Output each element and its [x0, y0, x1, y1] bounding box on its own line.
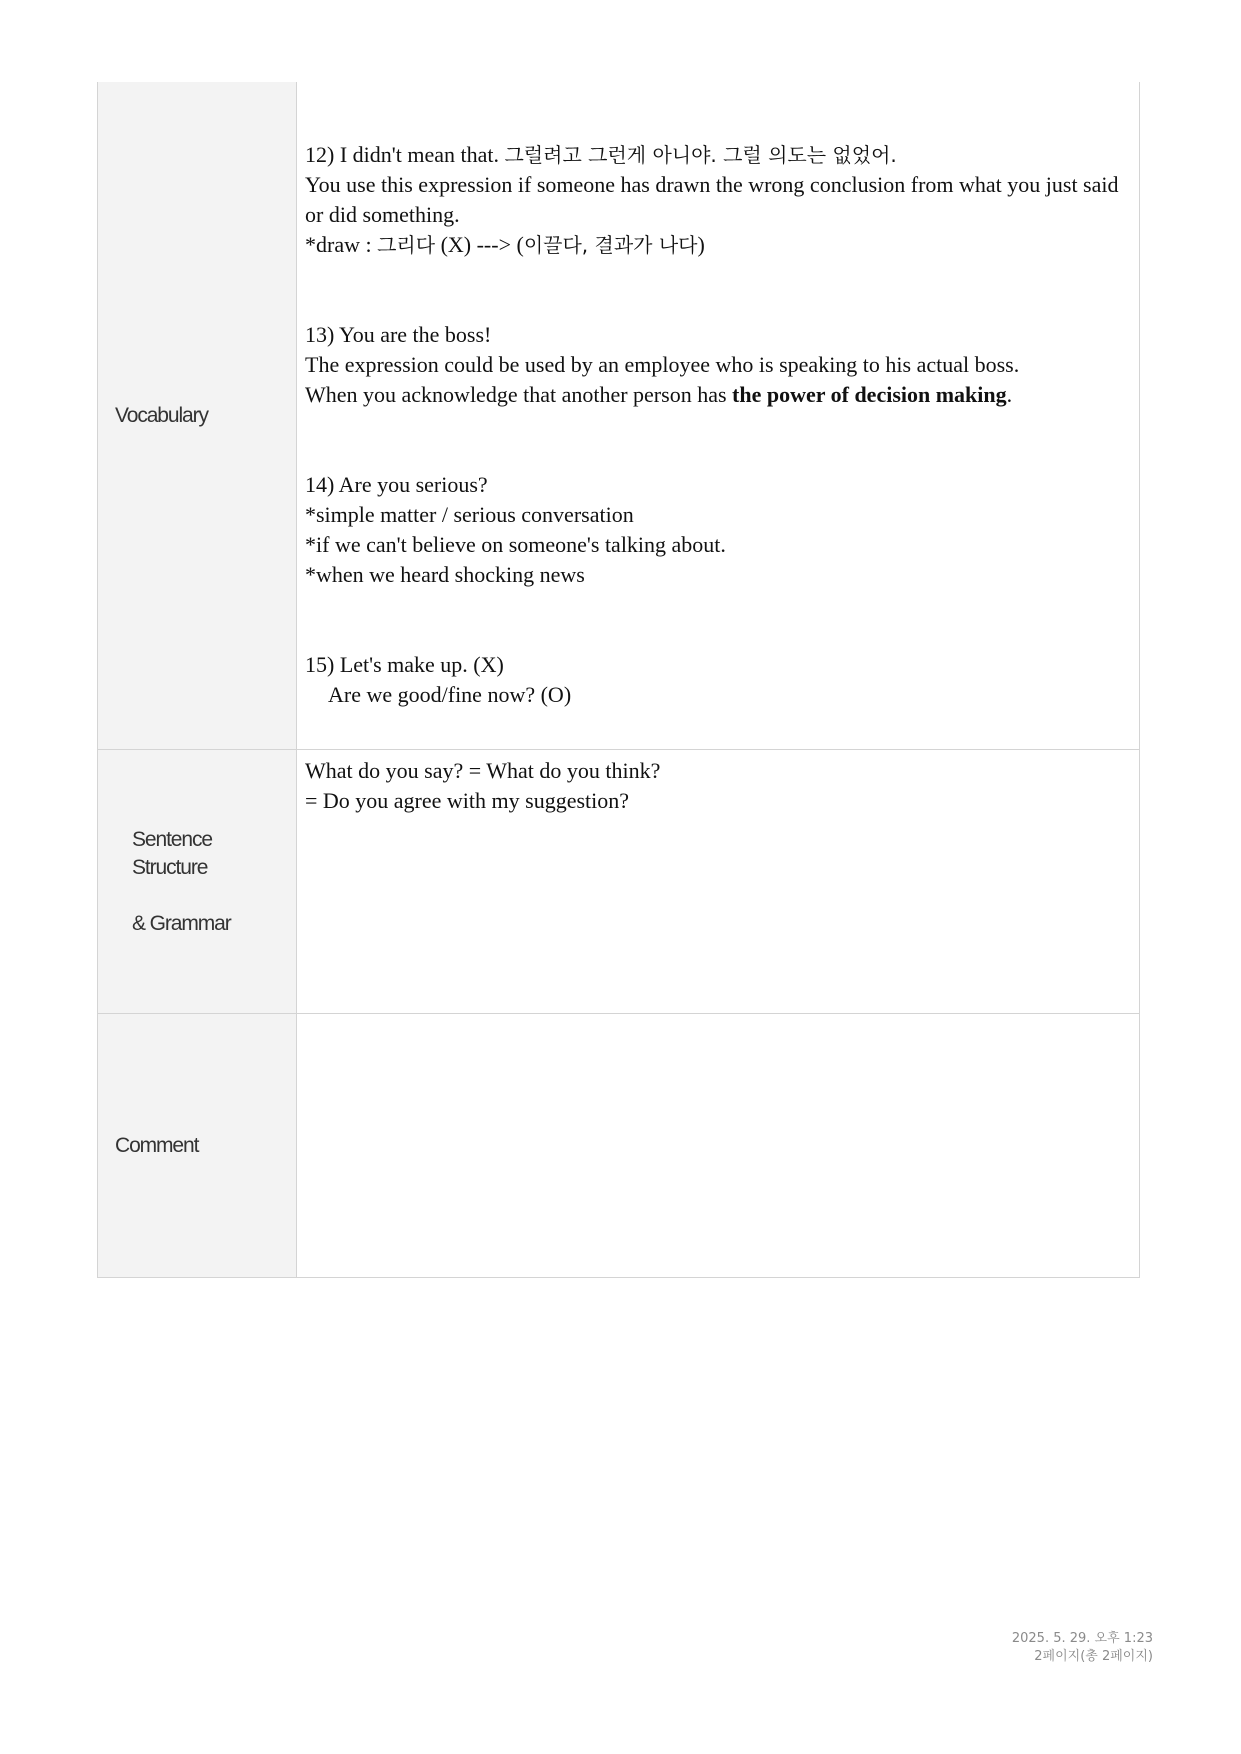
entry-line: *if we can't believe on someone's talking about.: [305, 532, 726, 557]
entry-text-kr: 그리다: [377, 233, 436, 257]
vocab-entry-14: [305, 470, 1127, 590]
comment-content-cell: [297, 1014, 1140, 1278]
entry-text-kr: 이끌다, 결과가 나다: [523, 233, 698, 257]
grammar-label-line: Sentence Structure: [132, 827, 212, 879]
entry-title-en: 12) I didn't mean that.: [305, 142, 505, 167]
vocabulary-label: Vocabulary: [115, 403, 208, 427]
entry-line: *simple matter / serious conversation: [305, 502, 634, 527]
entry-text: When you acknowledge that another person has: [305, 382, 733, 407]
entry-text: .: [1006, 382, 1013, 407]
grammar-label-cell: [98, 750, 297, 1014]
entry-line: The expression could be used by an employee who is speaking to his actual boss.: [305, 352, 1020, 377]
entry-line: *when we heard shocking news: [305, 562, 585, 587]
comment-label-cell: [98, 1014, 297, 1278]
page-footer: [1012, 1630, 1153, 1666]
entry-text-bold: the power of decision making: [732, 382, 1007, 407]
entry-text: ): [697, 232, 705, 257]
entry-line: Are we good/fine now? (O): [328, 682, 572, 707]
print-timestamp: 2025. 5. 29. 오후 1:23: [1011, 1631, 1153, 1646]
entry-line: You use this expression if someone has drawn the wrong conclusion from what you just said or did something.: [305, 172, 1119, 227]
vocabulary-content-cell: [297, 82, 1140, 750]
entry-title: 13) You are the boss!: [305, 322, 492, 347]
entry-title: [305, 140, 1127, 170]
vocabulary-row: [98, 82, 1140, 750]
entry-line: [305, 230, 1127, 260]
vocab-entry-12: [305, 140, 1127, 260]
comment-row: [98, 1014, 1140, 1278]
grammar-row: [98, 750, 1140, 1014]
entry-text: (X) ---> (: [435, 232, 524, 257]
lesson-notes-table: [97, 82, 1140, 1278]
grammar-line: What do you say? = What do you think?: [305, 758, 661, 783]
entry-title-kr: 그럴려고 그런게 아니야. 그럴 의도는 없었어.: [504, 143, 897, 167]
grammar-label-line: & Grammar: [132, 911, 231, 935]
entry-line: [305, 380, 1127, 410]
grammar-content: [297, 750, 1139, 816]
entry-text: *draw :: [305, 232, 378, 257]
vocab-entry-15: [305, 650, 1127, 710]
page-number: 2페이지(총 2페이지): [1034, 1649, 1153, 1664]
vocab-entry-13: [305, 320, 1127, 410]
grammar-content-cell: [297, 750, 1140, 1014]
vocabulary-label-cell: [98, 82, 297, 750]
entry-title: 15) Let's make up. (X): [305, 652, 504, 677]
grammar-line: = Do you agree with my suggestion?: [305, 788, 630, 813]
entry-title: 14) Are you serious?: [305, 472, 488, 497]
grammar-label: [98, 826, 296, 938]
comment-label: Comment: [115, 1133, 199, 1157]
vocabulary-content: [297, 82, 1139, 710]
